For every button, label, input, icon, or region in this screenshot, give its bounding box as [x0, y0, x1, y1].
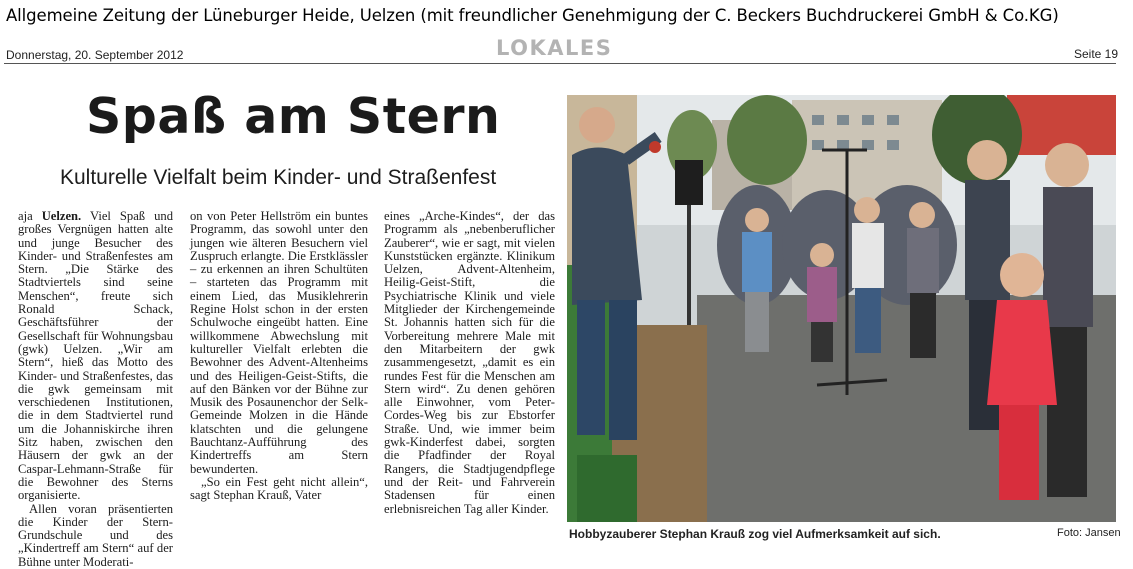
- article-paragraph: on von Peter Hellström ein buntes Programm, das sowohl unter den jungen wie älteren Besuchern viel Zuspruch erlangte. Die Erstklässler – zu erkennen an ihren Schultüten – starteten das Programm mit einem Lied, das Musiklehrerin Regine Holst schon in der ersten Schulwoche eingeübt hatten. Eine willkommene Abwechslung mit kultureller Vielfalt erlebten die Bewohner des Advent-Altenheims und des Heiligen-Geist-Stifts, die auf den Bänken vor der Bühne zur Musik des Posaunenchor der Selk-Gemeinde Molzen in die Hände klatschten und die gelungene Bauchtanz-Aufführung des Kindertreffs am Stern bewunderten.: [190, 209, 368, 476]
- paragraph-text: Viel Spaß und großes Vergnügen hatten alte und junge Besucher des Kinder- und Straßenfestes am Stern. „Die Stärke des Stadtviertels sind seine Menschen“, freute sich Ronald Schack, Geschäftsführer der Gesellschaft für Wohnungsbau (gwk) Uelzen. „Wir am Stern“, hieß das Motto des Kinder- und Straßenfestes, das die gwk gemeinsam mit verschiedenen Institutionen, die in dem Stadtviertel rund um die Johanniskirche ihren Sitz haben, zwischen den Häusern der gwk an der Caspar-Lehmann-Straße für die Bewohner des Sterns organisierte.: [18, 209, 173, 503]
- article-headline: Spaß am Stern: [86, 88, 501, 145]
- article-paragraph: [18, 210, 173, 503]
- event-photo: [567, 95, 1116, 522]
- article-paragraph: Allen voran präsentierten die Kinder der Stern-Grundschule und des „Kindertreff am Stern“ auf der Bühne unter Moderati-: [18, 501, 173, 569]
- article-paragraph: „So ein Fest geht nicht allein“, sagt Stephan Krauß, Vater: [190, 474, 368, 503]
- page-number: Seite 19: [1074, 47, 1119, 61]
- article-paragraph: eines „Arche-Kindes“, der das Programm als „nebenberuflicher Zauberer“, wie er sagt, mit vielen Kunststücken ergänzte. Klinikum Uelzen, Advent-Altenheim, Heilig-Geist-Stift, die Psychiatrische Klinik und viele Mitglieder der Kirchengemeinde St. Johannis hatten sich für die Vorbereitung mehrere Male mit den Mitarbeitern der gwk zusammengesetzt, „damit es ein rundes Fest für die Menschen am Stern wird“. Zu denen gehören alle Einwohner, vom Peter-Cordes-Weg bis zur Ebstorfer Straße. Und, wie immer beim gwk-Kinderfest dabei, sorgten die Pfadfinder der Royal Rangers, die Stadtjugendpflege und der Reit- und Fahrverein Stadensen für einen erlebnisreichen Tag aller Kinder.: [384, 209, 555, 516]
- article-column-2: [190, 210, 368, 503]
- issue-date: Donnerstag, 20. September 2012: [6, 48, 184, 62]
- article-subheadline: Kulturelle Vielfalt beim Kinder- und Straßenfest: [60, 166, 497, 189]
- photo-credit: Foto: Jansen: [1057, 527, 1121, 539]
- section-label: LOKALES: [496, 36, 613, 60]
- dateline-place: Uelzen.: [41, 209, 82, 223]
- article-column-3: [384, 210, 555, 516]
- article-column-1: [18, 210, 173, 569]
- header-divider: [4, 63, 1116, 64]
- source-attribution: Allgemeine Zeitung der Lüneburger Heide, Uelzen (mit freundlicher Genehmigung der C. Beckers Buchdruckerei GmbH & Co.KG): [6, 6, 1059, 25]
- author-tag: aja: [18, 209, 33, 223]
- photo-caption: Hobbyzauberer Stephan Krauß zog viel Aufmerksamkeit auf sich.: [569, 527, 941, 541]
